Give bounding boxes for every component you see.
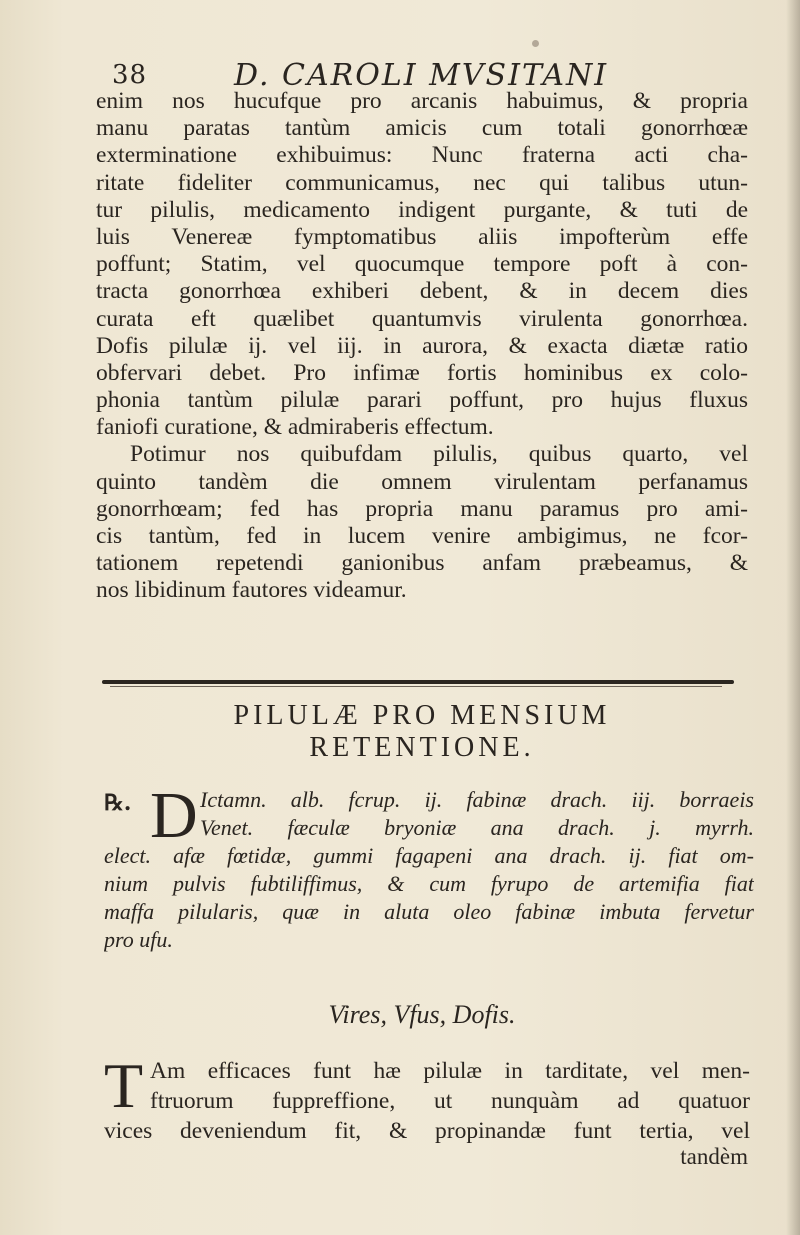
recipe-line: elect. afæ fœtidæ, gummi fagapeni ana drach. ij. fiat om- xyxy=(104,843,754,868)
text-line: Dofis pilulæ ij. vel iij. in aurora, & exacta diætæ ratio xyxy=(96,332,748,359)
subheading: Vires, Vfus, Dofis. xyxy=(328,1000,516,1029)
text-line: manu paratas tantùm amicis cum totali gonorrhœæ xyxy=(96,115,748,142)
text-line: poffunt; Statim, vel quocumque tempore poft à con- xyxy=(96,251,748,278)
recipe-block xyxy=(104,779,754,954)
text-line: Am efficaces funt hæ pilulæ in tarditate, vel men- xyxy=(150,1058,750,1084)
recipe-symbol: ℞. xyxy=(104,790,132,816)
section-divider xyxy=(102,680,734,684)
drop-cap-d: D xyxy=(150,779,198,852)
text-line: ftruorum fuppreffione, ut nunquàm ad quatuor xyxy=(150,1088,750,1114)
text-line: tracta gonorrhœa exhiberi debent, & in decem dies xyxy=(96,278,748,305)
text-line: nos libidinum fautores videamur. xyxy=(96,577,407,604)
recipe-line: nium pulvis fubtiliffimus, & cum fyrupo de artemifia fiat xyxy=(104,871,754,896)
section-title-line-1: PILULÆ PRO MENSIUM xyxy=(233,700,611,731)
page-number: 38 xyxy=(112,60,148,90)
section-title-line-2: RETENTIONE. xyxy=(309,732,535,763)
final-paragraph xyxy=(104,1050,750,1146)
text-line: curata eft quælibet quantumvis virulenta gonorrhœa. xyxy=(96,305,748,332)
recipe-line: pro ufu. xyxy=(104,927,173,952)
text-line: ritate fideliter communicamus, nec qui talibus utun- xyxy=(96,169,748,196)
page-edge-shadow xyxy=(786,0,800,1235)
text-line: enim nos hucufque pro arcanis habuimus, & propria xyxy=(96,88,748,114)
text-line: exterminatione exhibuimus: Nunc fraterna acti cha- xyxy=(96,142,748,169)
ink-spot xyxy=(532,40,539,47)
text-line: faniofi curatione, & admiraberis effectum. xyxy=(96,414,494,441)
text-line: luis Venereæ fymptomatibus aliis impofterùm effe xyxy=(96,223,748,250)
text-line: quinto tandèm die omnem virulentam perfanamus xyxy=(96,468,748,495)
recipe-line: maffa pilularis, quæ in aluta oleo fabinæ imbuta fervetur xyxy=(104,899,754,924)
text-line: tur pilulis, medicamento indigent purgante, & tuti de xyxy=(96,196,748,223)
body-text xyxy=(96,88,748,605)
text-line: Potimur nos quibufdam pilulis, quibus quarto, vel xyxy=(130,441,748,468)
section-title xyxy=(96,700,748,764)
recipe-line: Venet. fæculæ bryoniæ ana drach. j. myrrh. xyxy=(200,815,754,840)
text-line: cis tantùm, fed in lucem venire ambigimus, ne fcor- xyxy=(96,523,748,549)
section-divider-thin xyxy=(110,686,722,687)
catchword: tandèm xyxy=(680,1144,748,1169)
text-line: phonia tantùm pilulæ parari poffunt, pro hujus fluxus xyxy=(96,387,748,414)
recipe-line: Ictamn. alb. fcrup. ij. fabinæ drach. iij. borraeis xyxy=(200,787,754,812)
text-line: tationem repetendi ganionibus anfam præbeamus, & xyxy=(96,550,748,577)
text-line: gonorrhœam; fed has propria manu paramus pro ami- xyxy=(96,495,748,522)
text-line: obfervari debet. Pro infimæ fortis hominibus ex colo- xyxy=(96,359,748,386)
running-head: D. CAROLI MVSITANI xyxy=(234,58,609,93)
text-line: vices deveniendum fit, & propinandæ funt tertia, vel xyxy=(104,1118,750,1144)
drop-cap-t: T xyxy=(104,1050,144,1121)
